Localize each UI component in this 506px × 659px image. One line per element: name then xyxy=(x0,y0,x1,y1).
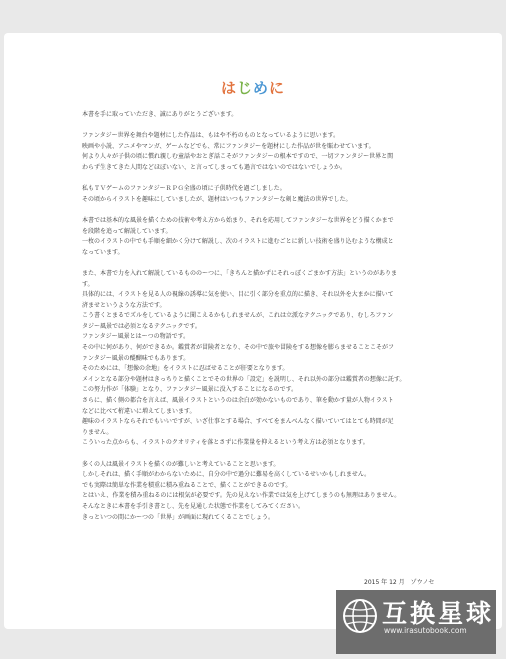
text-line: でも実際は簡単な作業を積重に積み重ねることで、描くことができるのです。 xyxy=(82,481,292,489)
text-line: さらに、描く側の都合を言えば、風景イラストというのは余白が効かないものであり、筆を動かす量が人物イラスト xyxy=(82,397,394,405)
text-line: を段階を追って解説しています。 xyxy=(82,227,172,235)
text-line: きっといつの間にかーつの「世界」が画面に現れてくることでしょう。 xyxy=(82,513,275,521)
text-line: 済ませというような方法です。 xyxy=(82,301,166,309)
text-line: 具体的には、イラストを見る人の視線の誘導に気を使い、目に引く部分を重点的に描き、それ以外を大まかに描いて xyxy=(82,291,394,299)
text-line: 本書では基本的な風景を描くための技術や考え方から始まり、それを応用してファンタジーな世界をどう描くかまで xyxy=(82,216,394,224)
text-line: 趣味のイラストならそれでもいいですが、いざ仕事とする場合、すべてをまんべんなく描いていてはとても時間が足 xyxy=(82,418,394,426)
text-line: などに比べて桁違いに増えてしまいます。 xyxy=(82,407,196,415)
text-line: そのためには、「想像の余地」をイラストに忍ばせることが肝要となります。 xyxy=(82,365,289,373)
title-char: め xyxy=(253,79,270,97)
paragraph xyxy=(82,110,434,121)
paragraph xyxy=(82,216,434,258)
text-line: メインとなる部分や題材はきっちりと描くことでその世界の「設定」を説明し、それ以外の部分は鑑賞者の想像に託す。 xyxy=(82,375,406,383)
text-line: ファンタジー世界を舞台や題材にした作品は、もはや不朽のものとなっているように思います。 xyxy=(82,132,340,140)
text-line: りません。 xyxy=(82,428,113,436)
text-line: 多くの人は風景イラストを描くのが難しいと考えていることと思います。 xyxy=(82,460,280,468)
text-line: わらず生きてきた人間などほぼいない、と言ってしまっても過言ではないのではないでしょうか。 xyxy=(82,163,347,171)
text-line: ァンタジー風景の醍醐味でもあります。 xyxy=(82,354,190,362)
text-line: しかしそれは、描く手順がわからないために、自分の中で過分に難易を高くしているせいかもしれません。 xyxy=(82,471,371,479)
watermark-url: www.irasutobook.com xyxy=(384,626,467,635)
document-page xyxy=(4,33,502,629)
text-line: こういった点からも、イラストのクオリティを落とさずに作業量を抑えるという考え方は必須となります。 xyxy=(82,439,369,447)
watermark xyxy=(336,590,496,654)
text-line: また、本書で力を入れて解説しているもののーつに、「きちんと描かずにそれっぽくごまかす方法」というのがありま xyxy=(82,269,398,277)
title-char: じ xyxy=(236,79,253,97)
signature: 2015 年 12 月 ゾウノセ xyxy=(364,579,435,586)
text-line: こう書くとまるでズルをしているように聞こえるかもしれませんが、これは立派なテクニックであり、むしろファン xyxy=(82,312,394,320)
text-line: 本書を手に取っていただき、誠にありがとうございます。 xyxy=(82,111,238,118)
text-line: 一枚のイラストの中でも手順を細かく分けて解説し、次のイラストに進むごとに新しい技術を盛り込むような構成と xyxy=(82,238,394,246)
text-line: とはいえ、作業を積み重ねるのには根気が必要です。先の見えない作業では気を上げてしまうのも無理はありません。 xyxy=(82,492,401,500)
text-line: そんなときに本書を手引き書とし、先を見通した状態で作業をしてみてください。 xyxy=(82,502,305,510)
text-line: ファンタジー風景とはーつの物語です。 xyxy=(82,333,190,341)
text-line: 私もＴＶゲームのファンタジーＲＰＧ全盛の頃に子供時代を過ごしました。 xyxy=(82,185,286,193)
title-char: は xyxy=(220,79,237,97)
paragraph xyxy=(82,131,434,173)
globe-icon xyxy=(340,596,380,636)
text-line: その頃からイラストを趣味にしていましたが、題材はいつもファンタジーな剣と魔法の世界でした。 xyxy=(82,195,352,203)
paragraph xyxy=(82,184,434,205)
text-line: タジー風景では必須となるテクニックです。 xyxy=(82,322,201,330)
text-line: 何より人々が子供の頃に慣れ親しむ童話やおとぎ話こそがファンタジーの根本ですので、一切ファンタジー世界と関 xyxy=(82,153,394,161)
text-line: なっています。 xyxy=(82,248,124,256)
page-title xyxy=(4,77,502,98)
paragraph xyxy=(82,269,434,449)
paragraph xyxy=(82,460,434,524)
text-line: 映画や小説、アニメやマンガ、ゲームなどでも、常にファンタジーを題材にした作品が世を賑わせています。 xyxy=(82,142,375,150)
body-text xyxy=(82,110,434,534)
text-line: この努力作が「体験」となり、ファンタジー風景に没入することになるのです。 xyxy=(82,386,298,394)
title-char: に xyxy=(269,79,286,97)
watermark-title: 互换星球 xyxy=(382,599,495,628)
text-line: その中に何があり、何ができるか。鑑賞者が冒険者となり、その中で旅や冒険をする想像を膨らませることこそがフ xyxy=(82,344,395,352)
text-line: す。 xyxy=(82,280,94,288)
